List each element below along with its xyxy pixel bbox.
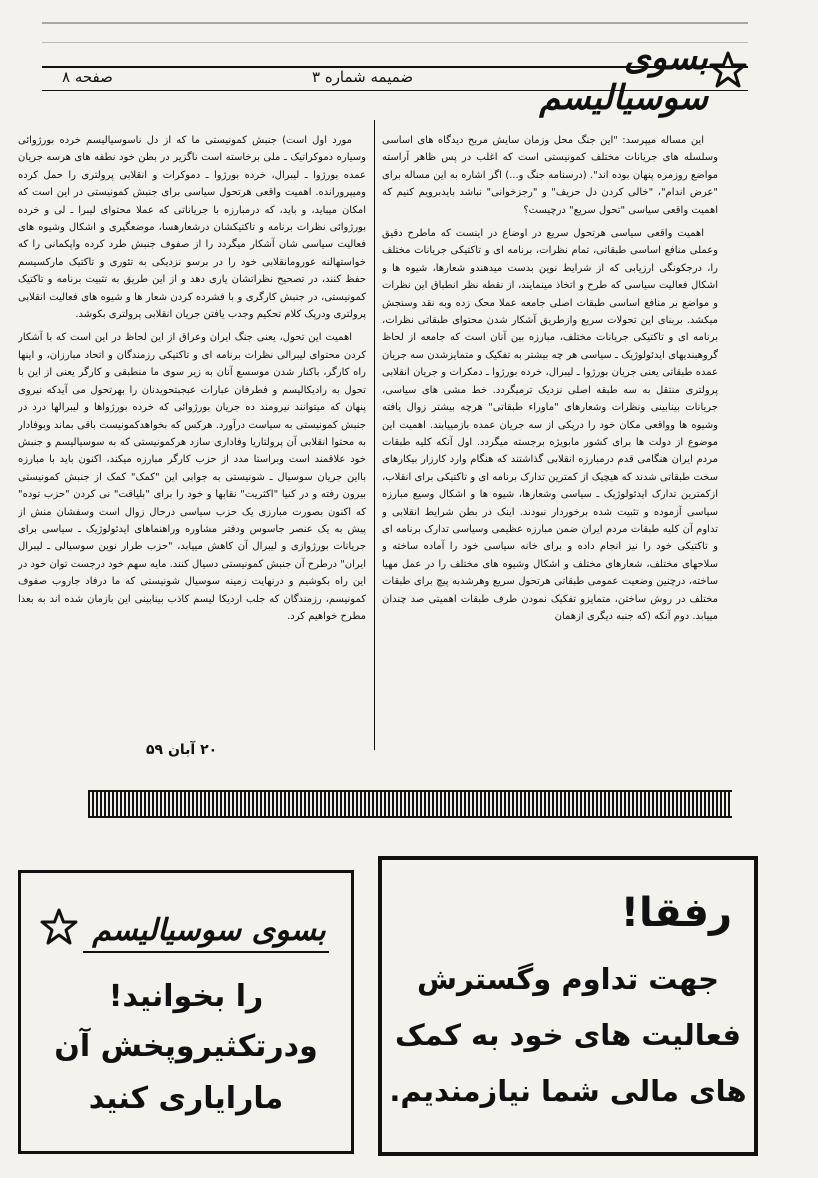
box-line-read: را بخوانید!: [108, 979, 264, 1014]
article-paragraph: اهمیت واقعی سیاسی هرتحول سریع در اوضاع در اینست که ماطرح دقیق وعملی منافع اساسی طبقاتی، تمام نظرات، برنامه ای و تاکتیکی جریانات مختلف را، درجکونگی ارزیابی که از شرایط نوین بدست میدهندو شعارها، شیوه ها و اشکال فعالیت سیاسی که طرح و اتخاذ مینمایند، از نقطه نظر انطباق این نظرات و مواضع بر منافع اساسی طبقات اصلی جامعه عملا محک زده وبه نقد وسنجش میکشد. بربنای این تحولات سریع وازطریق آشکار شدن محتوای طبقاتی نظرات، برنامه ای و تاکتیکی جریانات مختلف، مبارزه بین آنان است که جامعه از لحاظ گروهبندیهای ایدئولوژیک ـ سیاسی هر چه بیشتر به تفکیک و متمایزشدن سه جریان عمده طبقاتی یعنی جریان بورژوا ـ لیبرال، خرده بورژوا ـ دمکرات و جریان انقلابی پرولتری منتقل به سه طبقه اصلی نزدیک ترمیگردد. خط مشی های سیاسی، جریانات بینابینی ونظرات وشعارهای "ماوراء طبقاتی" هرچه بیشتر زوال یافته وشیوه ها وواقعی مکان خود را درپکی از سه جریان عمده بازمییابند. اهمیت این موضوع از دولت ها برای کشور مابویژه برجسته میگردد. اول آنکه کلیه طبقات مردم ایران هنگامی قدم درمبارزه انقلابی گذاشتند که هنگام وارد کارزار بیکارهای سخت طبقاتی شدند که هیچیک از کمترین تدارک برنامه ای و تاکتیکی برای انقلاب، ازکمترین تدارک ایدئولوژیک ـ سیاسی وشعارها، شیوه ها و اشکال وسیع مبارزه سیاسی آزموده و تثبیت شده برخوردار نبودند. اینک در بطن شرایط انقلابی و تداوم آن کلیه طبقات مردم ایران ضمن مبارزه عظیمی وسیاسی تدارک برنامه ای و تاکتیکی خود را نیز انجام داده و برای خانه سیاسی خود را آماده ساخته و سلاحهای مختلف، شعارهای مختلف و اشکال وشیوه های مختلف را در عمل مهیا ساخته، درچنین وضعیت عمومی طبقاتی هرتحول سریع وهرشدبه پیچ برای طبقات مختلف در روش ساختن، متمایزو تفکیک نمودن طرف طبقات اهمیتی صد چندان مییابد. دوم آنکه (که جنبه دیگری ازهمان: [382, 228, 718, 622]
article-paragraph: اهمیت این تحول، یعنی جنگ ایران وعراق از این لحاظ در این است که با آشکار کردن محتوای لیبرالی نظرات برنامه ای و تاکتیکی رزمندگان و اتحاد مبارزان، و اینها راه کارگر، باکنار شدن موسسع آنان به زیر سوی ما منطبقی و کارگر یعنی از این با تحول به رادیکالیسم و فطرفان عبارات عبجبتحویدنان را بهرتحول می آیدکه نیروی پنهان که میتوانند نیرومند ده جریان بورژوائی که خرده بورژواها و لیبرالها درد در جنبش کمونیستی به سیاست درآورد. هرکس که بخواهدکمونیست باقی بماند وبوفادار به محتوا انقلابی آن پرولتاریا وفاداری سازد هرکمونیستی که به سوسیالیسم و جنبش خود علاقمند است وبراستا مدد از حزب کارگر مبارزه میکند، اکنون باید با مبارزه بااین جریان سوسیال ـ شونیستی به جوابی این "کمک" کمک از جنبش کمونیستی بیرون رفته و در کنیا "اکثریت" نقابها و خود را برای "بلیاقت" نی کردن "حزب توده" که اکنون بصورت مبارزی یک حزب سیاسی درحال زوال است وسفشان منش از پیش به یک عنصر جاسوس ودفتر مشاوره وراهنماهای ایدئولوژیک ـ سیاسی برای جریانات بورژوازی و لیبرال آن کاهش مییابد، "حزب طرار نوین سوسیالی ـ لیبرال ایران" درطرح آن جنبش کمونیستی دسیال کنند. مایه سهم خود درجست توان خود در این راه بکوشیم و درنهایت زمینه سوسیال شونیستی که ما درفاد جاروب صفوف کمونیسم، رزمندگان که جلب اردیکا لیسم کاذب بینابینی این بازمان شده اند به بعدا مطرح خواهیم کرد.: [18, 332, 366, 622]
box-line-continuation: جهت تداوم وگسترش: [416, 962, 720, 996]
article-column-right: [382, 132, 718, 744]
page-number: صفحه ۸: [62, 68, 113, 86]
financial-support-box: [378, 856, 758, 1156]
box-line-activities: فعالیت های خود به کمک: [394, 1018, 742, 1052]
article-paragraph: این مساله میپرسد: "این جنگ محل وزمان سایش مربح دیدگاه های اساسی وسلسله های جریانات مختلف کمونیستی است که اغلب در پس ظاهر آراسته مواضع روزمره پنهان بوده اند". (درسنامه جنگ و...) اگر اشاره به این مساله برای "عرض اندام"، "خالی کردن دل حریف" و "رجزخوانی" نباشد بایدبرویم کنیم که اهمیت واقعی سیاسی "تحول سریع" درچیست؟: [382, 135, 718, 216]
article-column-left: [18, 132, 366, 744]
box-line-distribute: ودرتکثیروپخش آن: [54, 1029, 318, 1064]
read-and-distribute-box: [18, 870, 354, 1154]
box-line-financial-help: های مالی شما نیازمندیم.: [389, 1074, 747, 1108]
article-paragraph: مورد اول است) جنبش کمونیستی ما که از دل ناسوسیالیسم خرده بورژوائی وسیاره دموکراتیک ـ ملی برخاسته است ناگزیر در بطن خود نطفه های هرسه جریان عمده بورژوا ـ لیبرال، خرده بورژوا ـ دموکرات و انقلابی پرولتری را حمل کرده ومیپرورانده. اهمیت واقعی هرتحول سیاسی برای جنبش کمونیستی در این است که امکان میباید، و باید، که درمبارزه با جریاناتی که عملا محتوای لیبرا ـ لی و خرده بورژوائی نظرات برنامه و تاکتیکشان درشعارهسا، موضعگیری و اشکال وشیوه های فعالیت سیاسی شان آشکار میگردد را از صفوف جنبش طرد کرده واپکمانی را که خواستهالنه عورومانقلابی خود را در برسو نزدیکی به تئوری و تاکتیک مارکسیسم حفظ کنند، در تصحیح نظراتشان یاری دهد و از این طریق به تثبیت برنامه و تاکتیک کمونیستی، در جنبش کارگری و با فشرده کردن شعار ها و شیوه های فعالیت انقلابی پرولتری ودرپک کلام تحکیم وجدب یافتن جریان انقلابی پرولتری بکوشد.: [18, 135, 366, 321]
separator-band: [88, 790, 732, 818]
box-line-help: مارایاری کنید: [88, 1081, 284, 1116]
masthead-title: بسوی سوسیالیسم: [539, 38, 708, 118]
box-title-comrades: رفقا!: [620, 890, 732, 936]
box-masthead-logo: [39, 899, 329, 959]
article-date: ۲۰ آبان ۵۹: [146, 742, 218, 758]
star-icon: [39, 907, 79, 947]
page-header: [42, 38, 748, 118]
masthead-logo: [458, 38, 748, 118]
supplement-number: ضمیمه شماره ۳: [312, 68, 414, 86]
column-divider: [374, 120, 375, 750]
star-icon: [708, 50, 748, 90]
box-masthead-title: بسوی سوسیالیسم: [92, 912, 326, 948]
box-masthead-rule: [83, 951, 329, 953]
